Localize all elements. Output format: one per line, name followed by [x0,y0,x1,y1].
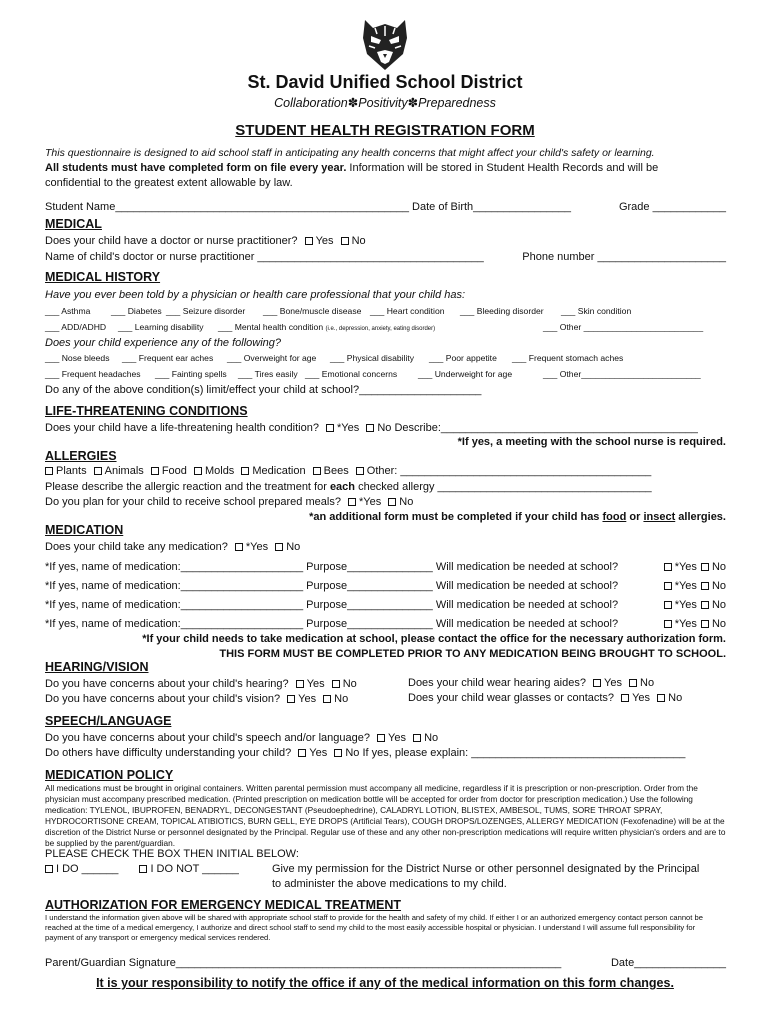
checkbox[interactable] [366,424,374,432]
intro-line-2: All students must have completed form on file every year. Information will be stored in Student Health Records and will be [45,162,659,174]
student-name-field[interactable]: Student Name________________________________________________ [45,201,409,213]
checkbox[interactable] [235,543,243,551]
checkbox[interactable] [664,582,672,590]
grade-field[interactable]: Grade ____________ [618,201,726,213]
i-do-initial[interactable]: I DO ______ [56,863,119,875]
doctor-name-row [45,250,726,264]
checkbox[interactable] [326,424,334,432]
permission-row-1: I DO ______ I DO NOT ______ Give my permission for the District Nurse or other personnel designated by the Principal [45,862,726,876]
allergies-heading: ALLERGIES [45,449,117,463]
district-name: St. David Unified School District [247,72,523,92]
checkbox[interactable] [275,543,283,551]
medication-row: *If yes, name of medication:____________________ Purpose______________ Will medication be needed at school? *Yes No [45,580,726,592]
medication-question: Does your child take any medication? *Yes No [45,541,301,553]
checkbox[interactable] [151,467,159,475]
checkbox[interactable] [701,582,709,590]
checkbox[interactable] [388,498,396,506]
speech-question: Do you have concerns about your child's speech and/or language? Yes No [45,732,439,744]
tiger-mascot-icon [357,16,413,72]
describe-field[interactable]: Describe:__________________________________________ [394,422,698,434]
authorization-note: *If your child needs to take medication at school, please contact the office for the necessary authorization form. [142,633,726,645]
experience-question: Does your child experience any of the following? [45,337,282,349]
date-field[interactable]: Date_______________ [610,957,726,969]
speech-heading: SPEECH/LANGUAGE [45,714,172,728]
phone-field[interactable]: Phone number _____________________ [522,251,726,263]
authorization-text: I understand the information given above will be shared with appropriate school staff to provide for the health and safety of my child. If either I or an authorized emergency contact person cannot be reached at the time of a medical emergency, I authorize and direct school staff to send my child to the most easily accessible hospital or physician. I understand I will assume full responsibility for payment of any transport or emergency medical services rendered. [45,913,703,942]
checkbox[interactable] [323,695,331,703]
medication-name-field[interactable]: *If yes, name of medication:____________________ [45,580,304,592]
responsibility-notice: It is your responsibility to notify the office if any of the medical information on this form changes. [96,976,674,990]
authorization-heading: AUTHORIZATION FOR EMERGENCY MEDICAL TREATMENT [45,898,402,912]
medication-name-field[interactable]: *If yes, name of medication:____________________ [45,599,304,611]
checkbox[interactable] [287,695,295,703]
glasses-question: Does your child wear glasses or contacts? Yes No [408,692,683,704]
paw-icon: ✽ [407,96,419,110]
purpose-field[interactable]: Purpose______________ [306,618,433,630]
checkbox[interactable] [45,865,53,873]
doctor-question: Does your child have a doctor or nurse practitioner? Yes No [45,235,366,247]
medication-row: *If yes, name of medication:____________________ Purpose______________ Will medication be needed at school? *Yes No [45,618,726,630]
checkbox[interactable] [377,734,385,742]
i-do-not-initial[interactable]: I DO NOT ______ [150,863,239,875]
checkbox[interactable] [356,467,364,475]
intro-line-1: This questionnaire is designed to aid school staff in anticipating any health concerns that might affect your child's safety or learning. [45,147,655,159]
checkbox[interactable] [621,694,629,702]
nurse-meeting-note: *If yes, a meeting with the school nurse is required. [457,436,726,448]
checkbox[interactable] [94,467,102,475]
policy-heading: MEDICATION POLICY [45,768,174,782]
form-title: STUDENT HEALTH REGISTRATION FORM [235,122,535,139]
purpose-field[interactable]: Purpose______________ [306,561,433,573]
intro-line-3: confidential to the greatest extent allowable by law. [45,177,293,189]
checkbox[interactable] [664,601,672,609]
checkbox[interactable] [334,749,342,757]
policy-text: All medications must be brought in original containers. Written parental permission must accompany all medicine, regardless if it is prescription or non-prescription. Order from the physician must accompany prescribed medication. (Printed prescription on medication bottle will be accepted for order from doctor for prescription medication.) Use the following medication: TYLENOL, IBUPROFEN, BENADRYL, DECONGESTANT (Pseudoephedrine), CALADRYL LOTION, BLISTEX, AMBESOL, TUMS, SORE THROAT SPRAY, HYDROCORTISONE CREAM, TOPICAL ATIBIOTICS, BURN GELL, EYE DROPS (Artificial Tears), COUGH DROPS/LOZENGES, ALLERGY MEDICATION (Fexofenadine) will be at the discretion of the District Nurse or personnel designated by the Principal. Regular use of these and any other non-prescription medications will require written physician's orders and are to be supplied by the parent/guardian. [45,783,726,848]
signature-field[interactable]: Parent/Guardian Signature_______________________________________________________________ [45,957,562,969]
checkbox[interactable] [45,467,53,475]
vision-question: Do you have concerns about your child's vision? Yes No [45,693,349,705]
dob-field[interactable]: Date of Birth________________ [412,201,572,213]
district-tagline: Collaboration✽Positivity✽Preparedness [274,96,496,110]
checkbox[interactable] [593,679,601,687]
checkbox[interactable] [341,237,349,245]
checkbox[interactable] [657,694,665,702]
medication-heading: MEDICATION [45,523,124,537]
checkbox[interactable] [348,498,356,506]
medication-row: *If yes, name of medication:____________________ Purpose______________ Will medication be needed at school? *Yes No [45,599,726,611]
checkbox[interactable] [664,620,672,628]
medication-name-field[interactable]: *If yes, name of medication:____________________ [45,618,304,630]
allergy-form-note: *an additional form must be completed if your child has food or insect allergies. [309,511,726,523]
hearing-vision-heading: HEARING/VISION [45,660,149,674]
allergy-reaction-question[interactable]: Please describe the allergic reaction and the treatment for each checked allergy ___________________________________ [45,481,652,493]
checkbox[interactable] [241,467,249,475]
life-threatening-question: Does your child have a life-threatening health condition? *Yes No Describe:__________________________________________ [45,422,698,434]
checkbox[interactable] [305,237,313,245]
checkbox[interactable] [629,679,637,687]
checkbox[interactable] [664,563,672,571]
hearing-question: Do you have concerns about your child's hearing? Yes No [45,678,357,690]
medication-row: *If yes, name of medication:____________________ Purpose______________ Will medication be needed at school? *Yes No [45,561,726,573]
checkbox[interactable] [139,865,147,873]
school-meals-question: Do you plan for your child to receive school prepared meals? *Yes No [45,496,414,508]
allergy-types-row: Plants Animals Food Molds Medication Bees Other: _________________________________________ [45,464,726,478]
purpose-field[interactable]: Purpose______________ [306,580,433,592]
condition-limit-question[interactable]: Do any of the above condition(s) limit/effect your child at school?____________________ [45,384,482,396]
understanding-question: Do others have difficulty understanding your child? Yes No If yes, please explain: ___________________________________ [45,747,686,759]
checkbox[interactable] [296,680,304,688]
medical-heading: MEDICAL [45,217,102,231]
explain-field[interactable]: If yes, please explain: ___________________________________ [362,747,686,759]
checkbox[interactable] [194,467,202,475]
medication-name-field[interactable]: *If yes, name of medication:____________________ [45,561,304,573]
purpose-field[interactable]: Purpose______________ [306,599,433,611]
checkbox[interactable] [701,563,709,571]
signature-row [45,956,726,970]
student-info-row [45,200,726,214]
life-threatening-heading: LIFE-THREATENING CONDITIONS [45,404,248,418]
checkbox[interactable] [313,467,321,475]
hearing-aides-question: Does your child wear hearing aides? Yes No [408,677,655,689]
checkbox[interactable] [701,620,709,628]
history-question: Have you ever been told by a physician or health care professional that your child has: [45,289,466,301]
paw-icon: ✽ [347,96,359,110]
checkbox[interactable] [701,601,709,609]
checkbox[interactable] [298,749,306,757]
doctor-name-field[interactable]: Name of child's doctor or nurse practitioner _____________________________________ [45,251,484,263]
checkbox[interactable] [332,680,340,688]
check-instruction: PLEASE CHECK THE BOX THEN INITIAL BELOW: [45,848,299,860]
prior-completion-note: THIS FORM MUST BE COMPLETED PRIOR TO ANY MEDICATION BEING BROUGHT TO SCHOOL. [219,648,726,660]
health-registration-form: St. David Unified School District Collaboration✽Positivity✽Preparedness STUDENT HEALTH REGISTRATION FORM This questionnaire is designed to aid school staff in anticipating any health concerns that might affect your child's safety or learning. All students must have completed form on file every year. Information will be stored in Student Health Records and will be confidential to the greatest extent allowable by law. Student Name________________________________________________ Date of Birth________________ Grade ____________ MEDICAL Does your child have a doctor or nurse practitioner? Yes No Name of child's doctor or nurse practitioner _____________________________________ Phone number _____________________ MEDICAL HISTORY Have you ever been told by a physician or health care professional that your child has: ___ Asthma ___ Diabetes ___ Seizure disorder ___ Bone/muscle disease ___ Heart condition ___ Bleeding disorder ___ Skin condition ___ ADD/ADHD ___ Learning disability ___ Mental health condition (i.e., depression, anxiety, eating disorder) ___ Other _________________________ Does your child experience any of the following? ___ Nose bleeds ___ Frequent ear aches ___ Overweight for age ___ Physical disability ___ Poor appetite ___ Frequent stomach aches ___ Frequent headaches ___ Fainting spells ___ Tires easily ___ Emotional concerns ___ Underweight for age ___ Other_________________________ Do any of the above condition(s) limit/effect your child at school?____________________ LIFE-THREATENING CONDITIONS Does your child have a life-threatening health condition? *Yes No Describe:__________________________________________ *If yes, a meeting with the school nurse is required. ALLERGIES Plants Animals Food Molds Medication Bees Other: _________________________________________ Please describe the allergic reaction and the treatment for each checked allergy ___________________________________ Do you plan for your child to receive school prepared meals? *Yes No *an additional form must be completed if your child has food or insect allergies. MEDICATION Does your child take any medication? *Yes No *If yes, name of medication:____________________ Purpose______________ Will medication be needed at school? *Yes No *If yes, name of medication:____________________ Purpose______________ Will medication be needed at school? *Yes No *If yes, name of medication:____________________ Purpose______________ Will medication be needed at school? *Yes No *If yes, name of medication:____________________ Purpose______________ Will medication be needed at school? *Yes No *If your child needs to take medication at school, please contact the office for the necessary authorization form. THIS FORM MUST BE COMPLETED PRIOR TO ANY MEDICATION BEING BROUGHT TO SCHOOL. HEARING/VISION Do you have concerns about your child's hearing? Yes No Does your child wear hearing aides? Yes No Do you have concerns about your child's vision? Yes No Does your child wear glasses or contacts? Yes No SPEECH/LANGUAGE Do you have concerns about your child's speech and/or language? Yes No Do others have difficulty understanding your child? Yes No If yes, please explain: ___________________________________ MEDICATION POLICY All medications must be brought in original containers. Written parental permission must accompany all medicine, regardless if it is prescription or non-prescription. Order from the physician must accompany prescribed medication. (Printed prescription on medication bottle will be accepted for order from doctor for prescription medication.) Use the following medication: TYLENOL, IBUPROFEN, BENADRYL, DECONGESTANT (Pseudoephedrine), CALADRYL LOTION, BLISTEX, AMBESOL, TUMS, SORE THROAT SPRAY, HYDROCORTISONE CREAM, TOPICAL ATIBIOTICS, BURN GELL, EYE DROPS (Artificial Tears), COUGH DROPS/LOZENGES, ALLERGY MEDICATION (Fexofenadine) will be at the discretion of the District Nurse or personnel designated by the Principal. Regular use of these and any other non-prescription medications will require written physician's orders and are to be supplied by the parent/guardian. PLEASE CHECK THE BOX THEN INITIAL BELOW: I DO ______ I DO NOT ______ Give my permission for the District Nurse or other personnel designated by the Principal to administer the above medications to my child. AUTHORIZATION FOR EMERGENCY MEDICAL TREATMENT I understand the information given above will be shared with appropriate school staff to provide for the health and safety of my child. If either I or an authorized emergency contact person cannot be reached at the time of a medical emergency, I authorize and direct school staff to send my child to the most easily accessible hospital or physician. I understand I will assume full responsibility for payment of any transport or emergency medical services rendered. Parent/Guardian Signature_______________________________________________________________ Date_______________ It is your responsibility to notify the office if any of the medical information on this form changes. [0,0,770,1024]
checkbox[interactable] [413,734,421,742]
history-heading: MEDICAL HISTORY [45,270,161,284]
